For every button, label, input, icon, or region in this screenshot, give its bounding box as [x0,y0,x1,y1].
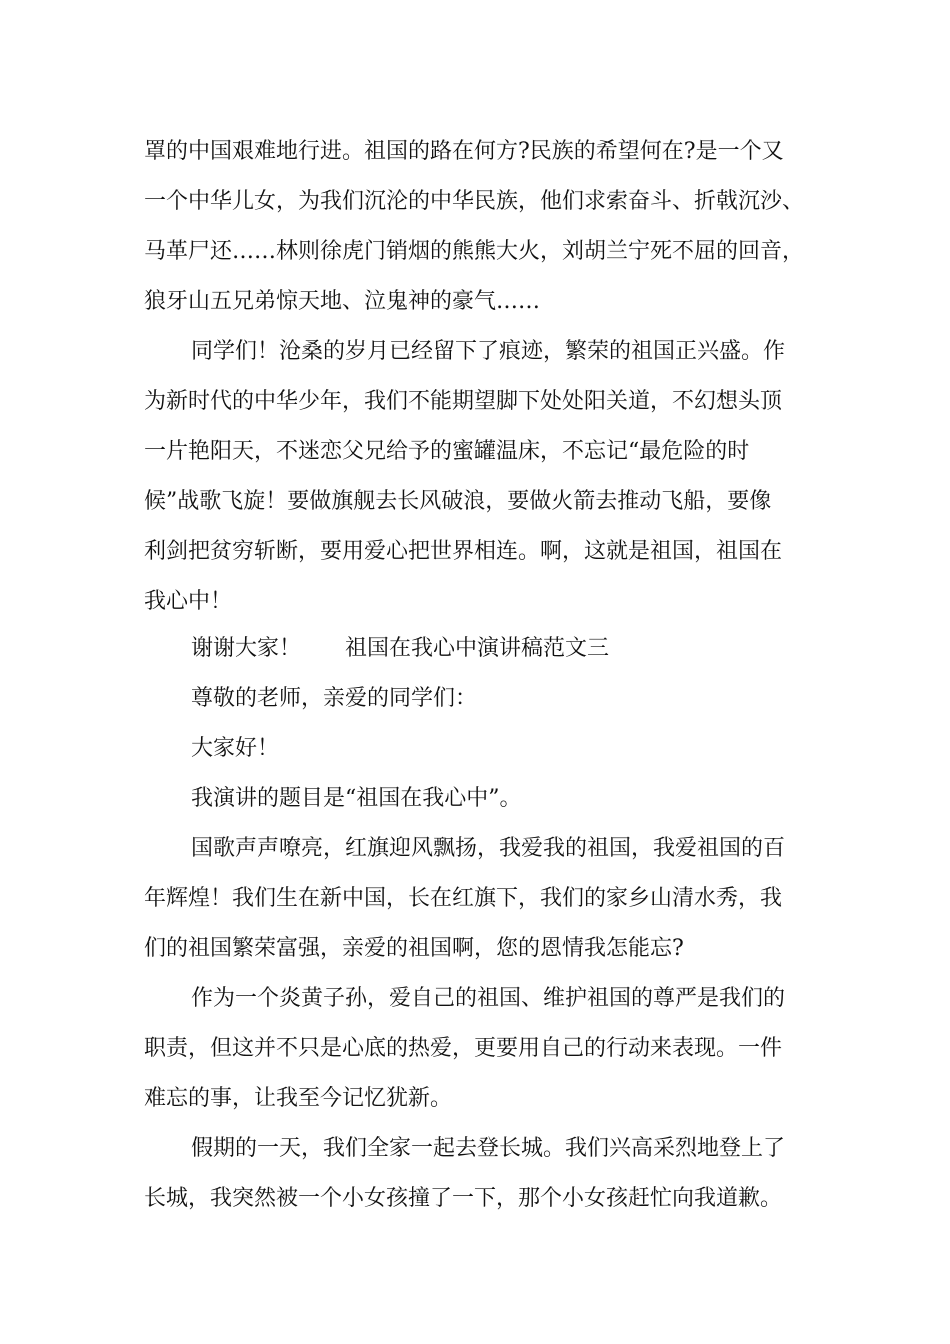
text-line: 罩的中国艰难地行进。祖国的路在何方?民族的希望何在?是一个又 [144,139,784,164]
text-line: 为新时代的中华少年，我们不能期望脚下处处阳关道，不幻想头顶 [144,389,783,414]
text-line: 马革尸还……林则徐虎门销烟的熊熊大火，刘胡兰宁死不屈的回音， [144,239,805,264]
text-line: 同学们！沧桑的岁月已经留下了痕迹，繁荣的祖国正兴盛。作 [191,339,786,364]
text-line: 利剑把贫穷斩断，要用爱心把世界相连。啊，这就是祖国，祖国在 [144,539,783,564]
text-line: 一片艳阳天，不迷恋父兄给予的蜜罐温床，不忘记“最危险的时 [144,439,750,464]
text-line: 狼牙山五兄弟惊天地、泣鬼神的豪气…… [144,289,541,314]
text-line: 大家好！ [191,736,280,761]
text-line: 长城，我突然被一个小女孩撞了一下，那个小女孩赶忙向我道歉。 [144,1186,783,1211]
text-line: 职责，但这并不只是心底的热爱，更要用自己的行动来表现。一件 [144,1036,783,1061]
text-line: 假期的一天，我们全家一起去登长城。我们兴高采烈地登上了 [191,1136,786,1161]
text-line: 国歌声声嘹亮，红旗迎风飘扬，我爱我的祖国，我爱祖国的百 [191,836,786,861]
text-line: 我演讲的题目是“祖国在我心中”。 [191,786,522,811]
text-line: 候”战歌飞旋！要做旗舰去长风破浪，要做火箭去推动飞船，要像 [144,489,772,514]
text-line: 难忘的事，让我至今记忆犹新。 [144,1086,453,1111]
text-line: 年辉煌！我们生在新中国，长在红旗下，我们的家乡山清水秀，我 [144,886,783,911]
text-line: 作为一个炎黄子孙，爱自己的祖国、维护祖国的尊严是我们的 [191,986,786,1011]
section-heading-line: 谢谢大家！ 祖国在我心中演讲稿范文三 [191,636,610,661]
text-line: 我心中！ [144,589,233,614]
text-line: 尊敬的老师，亲爱的同学们： [191,686,478,711]
text-line: 一个中华儿女，为我们沉沦的中华民族，他们求索奋斗、折戟沉沙、 [144,189,805,214]
text-line: 们的祖国繁荣富强，亲爱的祖国啊，您的恩情我怎能忘? [144,936,684,961]
